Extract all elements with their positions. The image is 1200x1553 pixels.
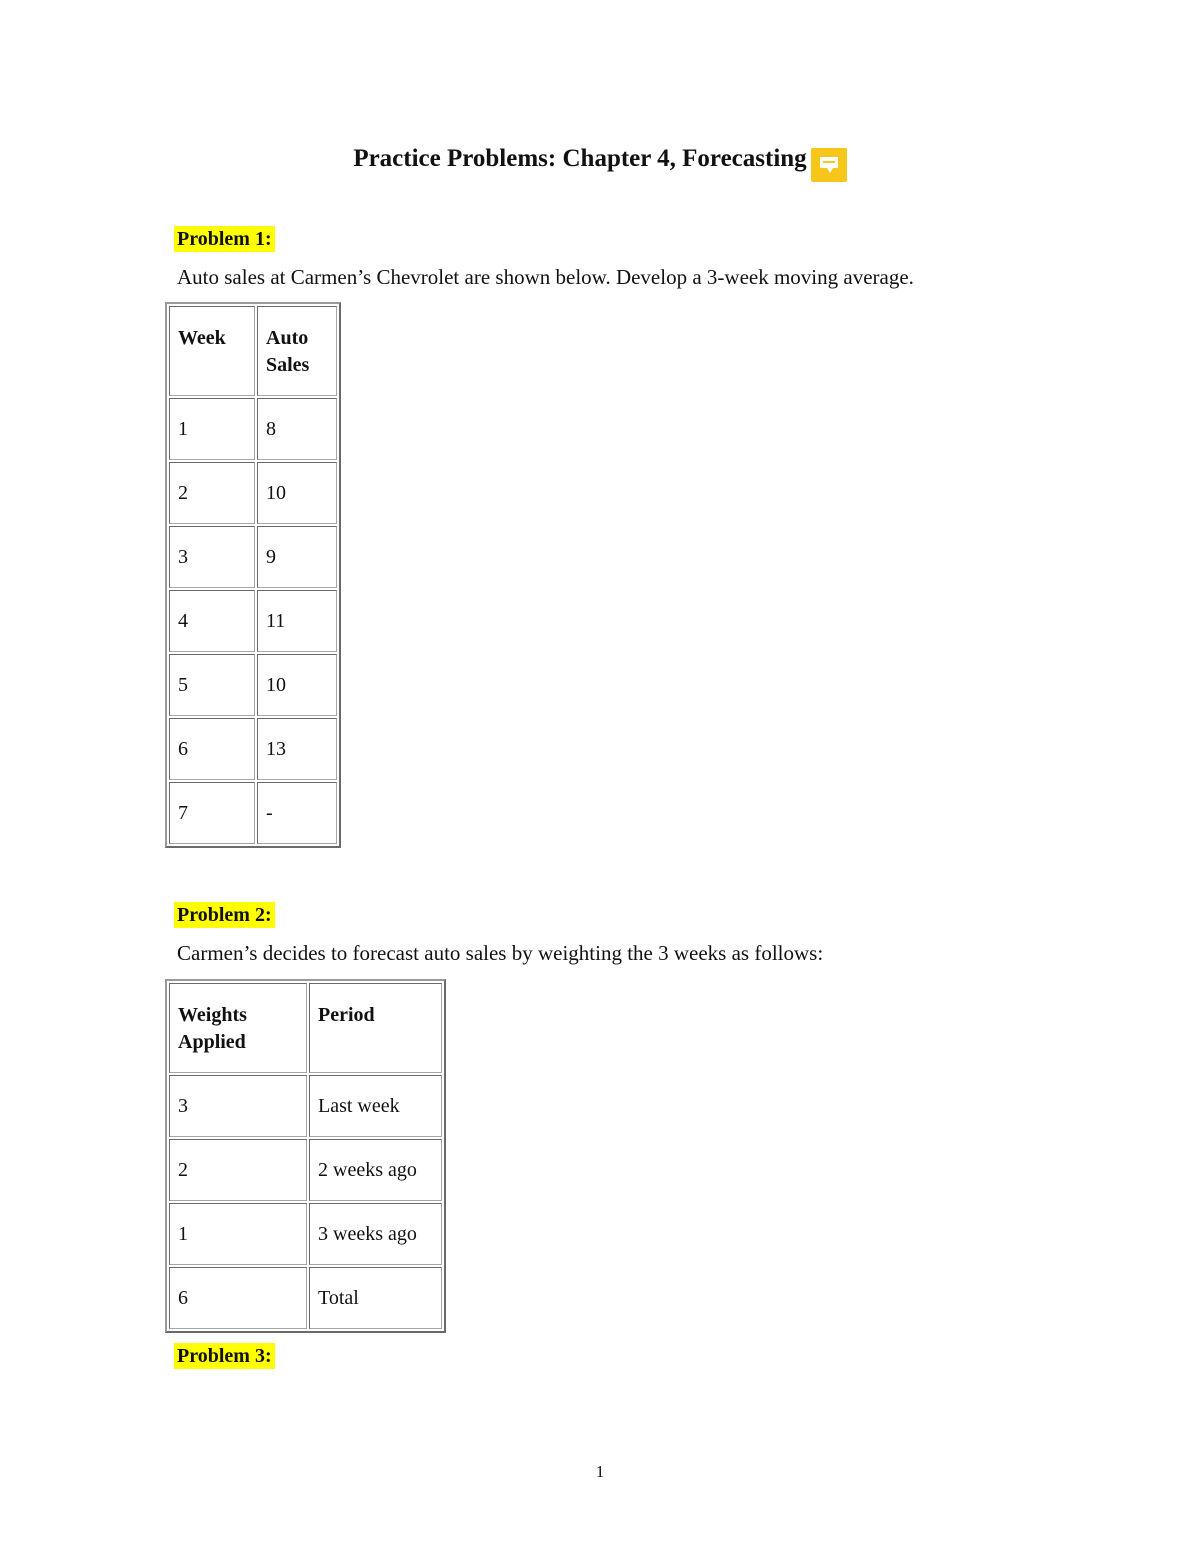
table-cell: 8: [257, 398, 337, 460]
table-header-row: [169, 306, 337, 396]
problem-1-heading: Problem 1:: [174, 226, 275, 252]
table-cell: 2: [169, 462, 255, 524]
table-cell: 10: [257, 462, 337, 524]
table-row: [169, 526, 337, 588]
table-header-row: [169, 983, 442, 1073]
table-cell: 9: [257, 526, 337, 588]
problem-2-heading: Problem 2:: [174, 902, 275, 928]
table-row: [169, 1139, 442, 1201]
table-cell: Total: [309, 1267, 442, 1329]
table-cell: 13: [257, 718, 337, 780]
table-row: [169, 654, 337, 716]
table-cell: -: [257, 782, 337, 844]
table-cell: 1: [169, 398, 255, 460]
weights-table: [165, 979, 446, 1333]
problem-3-heading: Problem 3:: [174, 1343, 275, 1369]
table-cell: 3: [169, 1075, 307, 1137]
table-cell: 6: [169, 718, 255, 780]
table-row: [169, 398, 337, 460]
page-title: [0, 141, 1200, 176]
table-header-cell: Period: [309, 983, 442, 1073]
table-row: [169, 1267, 442, 1329]
table-row: [169, 782, 337, 844]
table-cell: 3 weeks ago: [309, 1203, 442, 1265]
table-cell: 6: [169, 1267, 307, 1329]
table-row: [169, 462, 337, 524]
problem-1-text: Auto sales at Carmen’s Chevrolet are shown below. Develop a 3-week moving average.: [177, 265, 914, 289]
table-row: [169, 1203, 442, 1265]
table-header-cell: Auto Sales: [257, 306, 337, 396]
table-row: [169, 718, 337, 780]
table-cell: 7: [169, 782, 255, 844]
table-cell: 1: [169, 1203, 307, 1265]
comment-icon[interactable]: [811, 148, 847, 182]
table-cell: 5: [169, 654, 255, 716]
table-header-cell: Weights Applied: [169, 983, 307, 1073]
comment-bubble-glyph: [820, 157, 838, 168]
problem-2-text: Carmen’s decides to forecast auto sales by weighting the 3 weeks as follows:: [177, 941, 824, 965]
table-cell: 2: [169, 1139, 307, 1201]
document-title: Practice Problems: Chapter 4, Forecasting: [353, 145, 807, 173]
table-cell: 2 weeks ago: [309, 1139, 442, 1201]
table-cell: 10: [257, 654, 337, 716]
table-header-cell: Week: [169, 306, 255, 396]
page-number: 1: [595, 1462, 605, 1481]
table-cell: 3: [169, 526, 255, 588]
table-cell: 11: [257, 590, 337, 652]
table-row: [169, 1075, 442, 1137]
auto-sales-table: [165, 302, 341, 848]
table-cell: 4: [169, 590, 255, 652]
table-row: [169, 590, 337, 652]
table-cell: Last week: [309, 1075, 442, 1137]
